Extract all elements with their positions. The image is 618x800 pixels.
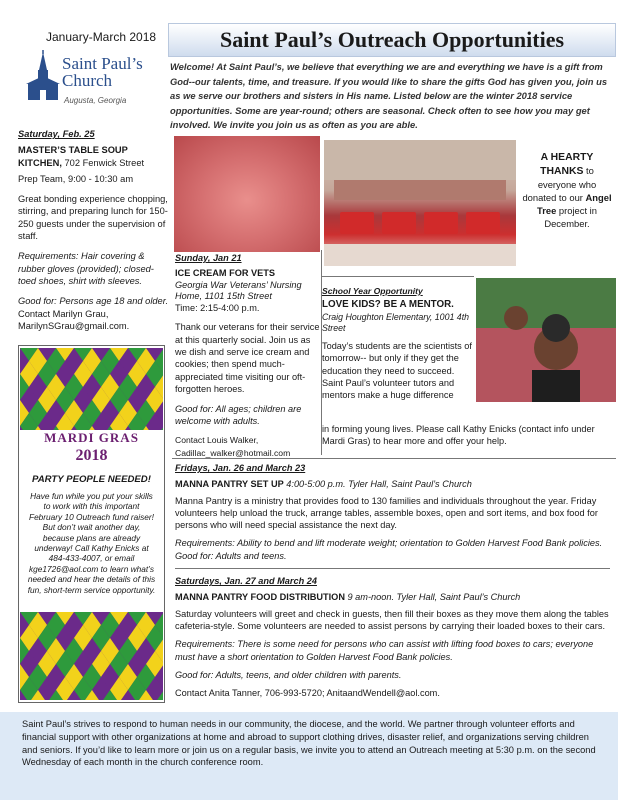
setup-requirements: Requirements: Ability to bend and lift moderate weight; orientation to Golden Harvest Food Bank policies. Good for: Adults and teens.: [175, 538, 603, 561]
soup-contact: Contact Marilyn Grau, MarilynSGrau@gmail.com.: [18, 308, 130, 331]
page-title: Saint Paul’s Outreach Opportunities: [219, 27, 565, 52]
icecream-title: ICE CREAM FOR VETS: [175, 268, 276, 279]
angel-tree-label: Angel Tree: [537, 192, 612, 216]
soup-good-for: Good for: Persons age 18 and older.: [18, 296, 169, 307]
thanks-text: to everyone who donated to our: [522, 165, 597, 203]
mardi-gras-text: Have fun while you put your skills to work with this important February 10 Outreach fund raiser! But don’t wait another day, because plans are already underway! Call Kathy Enicks at 484-433-4007, or email kge1726@aol.com to learn what’s needed and hear the details of this fun, short-term service opportunity.: [27, 491, 156, 595]
soup-requirements: Requirements: Hair covering & rubber gloves (provided); closed-toed shoes, shirt with sleeves.: [18, 251, 154, 286]
mardi-gras-year: 2018: [75, 447, 108, 464]
section-divider-pantry: [172, 458, 616, 459]
student-graphic: [476, 278, 616, 402]
setup-date: Fridays, Jan. 26 and March 23: [175, 463, 306, 473]
mentor-desc-continued: in forming young lives. Please call Kathy Enicks (contact info under Mardi Gras) to hear more and offer your help.: [322, 424, 595, 447]
soup-desc: Great bonding experience chopping, stirring, and preparing lunch for 150-250 guests under the supervision of staff.: [18, 194, 168, 242]
mentor-section: [322, 285, 472, 402]
mentor-desc: Today’s students are the scientists of tomorrow-- but only if they get the education they need to succeed. Saint Paul’s volunteer tutors and mentors make a huge difference: [322, 340, 472, 401]
mentor-venue: Craig Houghton Elementary, 1001 4th Street: [322, 311, 470, 333]
mentor-title: LOVE KIDS? BE A MENTOR.: [322, 299, 454, 311]
icecream-date: Sunday, Jan 21: [175, 253, 242, 263]
dist-requirements: Requirements: There is some need for persons who can assist with lifting food boxes to cars; everyone must have a short orientation to Golden Harvest Food Bank policies.: [175, 639, 594, 662]
harlequin-pattern-bottom: [20, 612, 163, 700]
thanks-lead: A HEARTY THANKS: [540, 152, 594, 177]
soup-address: 702 Fenwick Street: [61, 157, 145, 168]
setup-title: MANNA PANTRY SET UP: [175, 479, 284, 490]
soup-date: Saturday, Feb. 25: [18, 129, 95, 139]
dist-title: MANNA PANTRY FOOD DISTRIBUTION: [175, 592, 345, 603]
mentor-student-photo: [476, 278, 616, 402]
icecream-desc: Thank our veterans for their service at this quarterly social. Join us as we dish and serve ice cream and cookies; then spend much-appreciated time visiting our oft-forgotten heroes.: [175, 322, 320, 395]
mentor-tag: School Year Opportunity: [322, 286, 423, 296]
footer-note: Saint Paul’s strives to respond to human needs in our community, the diocese, and the world. We partner through volunteer efforts and financial support with other organizations at home and abroad to support clothing drives, disaster relief, and organizations serving children and seniors. If you’d like to learn more or join us on a regular basis, we invite you to attend an Outreach meeting at 5:30 p.m. on the second Wednesday of each month in the church conference room.: [0, 712, 618, 800]
logo-location: Augusta, Georgia: [64, 96, 127, 105]
church-steeple-icon: [20, 50, 66, 108]
angel-tree-photo: [324, 140, 516, 266]
harlequin-pattern-top: [20, 348, 163, 430]
shopping-carts-graphic: [324, 140, 516, 266]
icecream-contact: Contact Louis Walker, Cadillac_walker@hotmail.com: [175, 435, 291, 458]
thanks-note: [520, 150, 614, 230]
mardi-gras-heading: PARTY PEOPLE NEEDED!: [32, 474, 151, 485]
soup-kitchen-section: [18, 128, 170, 340]
newsletter-date: January-March 2018: [46, 30, 157, 44]
thanks-text-end: project in December.: [544, 205, 597, 229]
mardi-gras-title: MARDI GRAS: [44, 430, 139, 445]
setup-time: 4:00-5:00 p.m. Tyler Hall, Saint Paul’s Church: [283, 479, 472, 490]
dist-good-for: Good for: Adults, teens, and older children with parents.: [175, 669, 402, 680]
section-divider: [322, 276, 474, 277]
logo-name: Saint Paul’s Church: [62, 54, 143, 90]
ice-cream-section: [175, 252, 321, 466]
dist-desc: Saturday volunteers will greet and check in guests, then fill their boxes as they move them along the tables cafeteria-style. Some volunteers are needed to assist persons by carrying their loaded boxes to their cars.: [175, 608, 609, 631]
icecream-venue: Georgia War Veterans’ Nursing Home, 1101 15th Street: [175, 279, 302, 301]
icecream-time: Time: 2:15-4:00 p.m.: [175, 302, 260, 313]
manna-pantry-section: [175, 462, 610, 705]
soup-title: MASTER’S TABLE SOUP KITCHEN,: [18, 145, 128, 168]
dist-date: Saturdays, Jan. 27 and March 24: [175, 576, 317, 587]
dist-contact: Contact Anita Tanner, 706-993-5720; AnitaandWendell@aol.com.: [175, 688, 440, 699]
setup-desc: Manna Pantry is a ministry that provides food to 130 families and individuals throughout the year. Friday volunteers help unload the truck, arrange tables, assemble boxes, open and sort items, and box food for persons who will need special assistance the next day.: [175, 495, 598, 531]
dist-time: 9 am-noon. Tyler Hall, Saint Paul’s Church: [344, 592, 521, 603]
ice-cream-photo: [174, 136, 320, 252]
welcome-text: Welcome! At Saint Paul’s, we believe that everything we are and everything we have is a gift from God--our talents, time, and treasure. If you would like to share the gifts God has given you, join us as we serve our brothers and sisters in His name. Listed below are the winter 2018 service opportunities. Some are year-round; others are seasonal. Check often to see how you may get involved. We invite you join us as often as you are able.: [170, 61, 608, 130]
soup-team: Prep Team, 9:00 - 10:30 am: [18, 173, 134, 184]
section-divider-dist: [175, 568, 610, 569]
icecream-good-for: Good for: All ages; children are welcome with adults.: [175, 403, 302, 427]
